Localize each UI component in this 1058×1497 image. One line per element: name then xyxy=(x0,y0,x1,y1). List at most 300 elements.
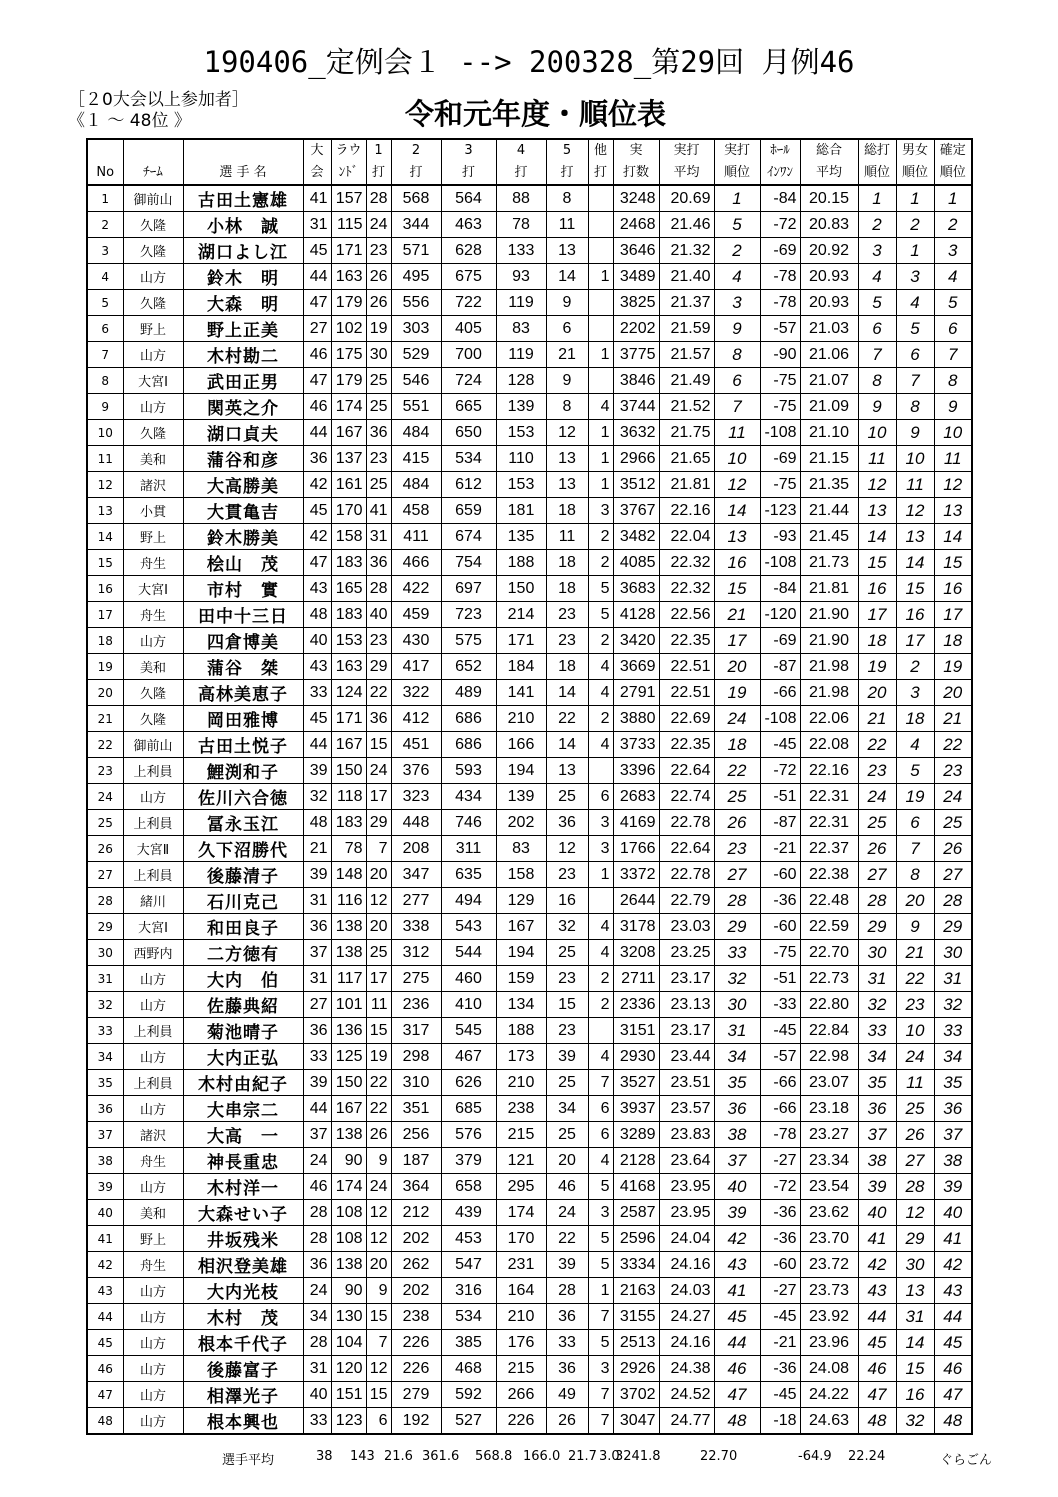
cell-strokes-rank: 22 xyxy=(714,758,760,784)
cell-hit-other: 6 xyxy=(588,1122,613,1148)
table-row xyxy=(87,810,972,836)
cell-hit-other: 4 xyxy=(588,732,613,758)
cell-final-rank: 30 xyxy=(934,940,972,966)
cell-avg-strokes: 23.17 xyxy=(659,1018,714,1044)
cell-gender-rank: 30 xyxy=(896,1252,934,1278)
cell-overall-avg: 20.92 xyxy=(800,238,858,264)
cell-total-rank: 22 xyxy=(858,732,896,758)
cell-avg-strokes: 23.25 xyxy=(659,940,714,966)
header-hit-4: 4 xyxy=(496,139,546,162)
cell-avg-strokes: 24.16 xyxy=(659,1252,714,1278)
cell-total-rank: 33 xyxy=(858,1018,896,1044)
cell-final-rank: 11 xyxy=(934,446,972,472)
cell-hit-other: 7 xyxy=(588,1070,613,1096)
cell-hit-4: 164 xyxy=(496,1278,546,1304)
cell-strokes-rank: 32 xyxy=(714,966,760,992)
cell-overall-avg: 21.81 xyxy=(800,576,858,602)
cell-hit-3: 652 xyxy=(441,654,496,680)
cell-hole-in-one: -45 xyxy=(760,1304,800,1330)
cell-player-name: 二方徳有 xyxy=(183,940,303,966)
cell-strokes-rank: 2 xyxy=(714,238,760,264)
cell-gender-rank: 18 xyxy=(896,706,934,732)
cell-avg-strokes: 20.69 xyxy=(659,185,714,212)
cell-gender-rank: 19 xyxy=(896,784,934,810)
cell-hole-in-one: -120 xyxy=(760,602,800,628)
cell-hit-other: 1 xyxy=(588,472,613,498)
cell-hit-5: 13 xyxy=(546,472,588,498)
cell-player-name: 大内光枝 xyxy=(183,1278,303,1304)
cell-team: 山方 xyxy=(123,966,183,992)
cell-hole-in-one: -45 xyxy=(760,732,800,758)
cell-rounds: 171 xyxy=(331,706,366,732)
table-row xyxy=(87,732,972,758)
cell-total-rank: 45 xyxy=(858,1330,896,1356)
cell-hit-3: 489 xyxy=(441,680,496,706)
table-row xyxy=(87,836,972,862)
cell-final-rank: 12 xyxy=(934,472,972,498)
cell-team: 山方 xyxy=(123,1174,183,1200)
cell-strokes-rank: 38 xyxy=(714,1122,760,1148)
cell-hit-2: 415 xyxy=(391,446,441,472)
cell-total-rank: 32 xyxy=(858,992,896,1018)
cell-total-rank: 43 xyxy=(858,1278,896,1304)
cell-tournaments: 44 xyxy=(303,264,331,290)
cell-avg-strokes: 24.03 xyxy=(659,1278,714,1304)
header-hole-in-one: ﾎｰﾙ xyxy=(760,139,800,162)
cell-overall-avg: 23.92 xyxy=(800,1304,858,1330)
cell-hit-other: 5 xyxy=(588,1226,613,1252)
cell-hit-4: 121 xyxy=(496,1148,546,1174)
cell-overall-avg: 22.59 xyxy=(800,914,858,940)
cell-hit-5: 18 xyxy=(546,654,588,680)
cell-hit-2: 458 xyxy=(391,498,441,524)
cell-player-name: 後藤富子 xyxy=(183,1356,303,1382)
cell-hit-1: 36 xyxy=(366,706,391,732)
cell-hit-other: 3 xyxy=(588,1200,613,1226)
cell-hit-4: 202 xyxy=(496,810,546,836)
cell-avg-strokes: 22.51 xyxy=(659,680,714,706)
cell-hit-1: 12 xyxy=(366,888,391,914)
cell-tournaments: 48 xyxy=(303,810,331,836)
cell-no: 21 xyxy=(87,706,123,732)
cell-gender-rank: 14 xyxy=(896,1330,934,1356)
cell-avg-strokes: 24.77 xyxy=(659,1408,714,1435)
cell-hit-2: 192 xyxy=(391,1408,441,1435)
cell-hit-4: 194 xyxy=(496,940,546,966)
cell-no: 46 xyxy=(87,1356,123,1382)
cell-gender-rank: 28 xyxy=(896,1174,934,1200)
cell-hit-5: 24 xyxy=(546,1200,588,1226)
cell-rounds: 151 xyxy=(331,1382,366,1408)
cell-team: 山方 xyxy=(123,1356,183,1382)
cell-hit-5: 25 xyxy=(546,784,588,810)
cell-player-name: 湖口よし江 xyxy=(183,238,303,264)
cell-hit-1: 20 xyxy=(366,1252,391,1278)
cell-hole-in-one: -78 xyxy=(760,1122,800,1148)
cell-hit-5: 11 xyxy=(546,212,588,238)
cell-tournaments: 31 xyxy=(303,966,331,992)
table-row xyxy=(87,680,972,706)
criteria-line-2: 《１ ～ 48位 》 xyxy=(68,111,191,131)
cell-hole-in-one: -75 xyxy=(760,394,800,420)
cell-hit-5: 9 xyxy=(546,290,588,316)
cell-team: 上利員 xyxy=(123,758,183,784)
cell-hit-other xyxy=(588,238,613,264)
cell-total-rank: 25 xyxy=(858,810,896,836)
cell-strokes-rank: 23 xyxy=(714,836,760,862)
cell-final-rank: 42 xyxy=(934,1252,972,1278)
cell-hole-in-one: -75 xyxy=(760,368,800,394)
cell-avg-strokes: 22.69 xyxy=(659,706,714,732)
cell-hole-in-one: -87 xyxy=(760,810,800,836)
table-row xyxy=(87,992,972,1018)
cell-hit-4: 139 xyxy=(496,394,546,420)
cell-strokes-rank: 12 xyxy=(714,472,760,498)
cell-hit-2: 459 xyxy=(391,602,441,628)
cell-hit-4: 194 xyxy=(496,758,546,784)
cell-no: 28 xyxy=(87,888,123,914)
cell-strokes-rank: 26 xyxy=(714,810,760,836)
cell-hole-in-one: -69 xyxy=(760,238,800,264)
cell-avg-strokes: 22.64 xyxy=(659,758,714,784)
cell-no: 48 xyxy=(87,1408,123,1435)
cell-gender-rank: 6 xyxy=(896,810,934,836)
cell-hit-3: 686 xyxy=(441,732,496,758)
cell-hit-3: 674 xyxy=(441,524,496,550)
cell-rounds: 167 xyxy=(331,420,366,446)
header-avg-strokes: 平均 xyxy=(659,162,714,185)
cell-hit-other: 1 xyxy=(588,264,613,290)
cell-gender-rank: 4 xyxy=(896,732,934,758)
cell-player-name: 高林美恵子 xyxy=(183,680,303,706)
cell-total-rank: 41 xyxy=(858,1226,896,1252)
cell-strokes-rank: 39 xyxy=(714,1200,760,1226)
cell-rounds: 123 xyxy=(331,1408,366,1435)
cell-tournaments: 33 xyxy=(303,680,331,706)
cell-hole-in-one: -66 xyxy=(760,680,800,706)
cell-no: 45 xyxy=(87,1330,123,1356)
cell-no: 39 xyxy=(87,1174,123,1200)
table-row xyxy=(87,290,972,316)
cell-hit-2: 376 xyxy=(391,758,441,784)
cell-hit-2: 411 xyxy=(391,524,441,550)
cell-tournaments: 34 xyxy=(303,1304,331,1330)
cell-overall-avg: 21.98 xyxy=(800,654,858,680)
cell-hit-other: 6 xyxy=(588,1096,613,1122)
cell-hole-in-one: -27 xyxy=(760,1148,800,1174)
cell-gender-rank: 5 xyxy=(896,316,934,342)
cell-gender-rank: 3 xyxy=(896,680,934,706)
cell-overall-avg: 22.70 xyxy=(800,940,858,966)
cell-total-strokes: 3420 xyxy=(613,628,659,654)
cell-overall-avg: 23.62 xyxy=(800,1200,858,1226)
cell-rounds: 167 xyxy=(331,732,366,758)
table-row xyxy=(87,1148,972,1174)
header-strokes-rank: 実打 xyxy=(714,139,760,162)
cell-hole-in-one: -57 xyxy=(760,1044,800,1070)
cell-avg-strokes: 22.16 xyxy=(659,498,714,524)
cell-no: 32 xyxy=(87,992,123,1018)
cell-gender-rank: 10 xyxy=(896,1018,934,1044)
cell-overall-avg: 24.08 xyxy=(800,1356,858,1382)
cell-hit-1: 25 xyxy=(366,940,391,966)
cell-player-name: 大内 伯 xyxy=(183,966,303,992)
cell-player-name: 佐川六合徳 xyxy=(183,784,303,810)
cell-hit-other: 1 xyxy=(588,446,613,472)
cell-player-name: 古田土悦子 xyxy=(183,732,303,758)
cell-strokes-rank: 4 xyxy=(714,264,760,290)
cell-final-rank: 23 xyxy=(934,758,972,784)
cell-hit-5: 33 xyxy=(546,1330,588,1356)
cell-player-name: 菊池晴子 xyxy=(183,1018,303,1044)
cell-total-strokes: 3151 xyxy=(613,1018,659,1044)
cell-no: 41 xyxy=(87,1226,123,1252)
cell-hole-in-one: -36 xyxy=(760,888,800,914)
table-row xyxy=(87,1070,972,1096)
cell-hit-other: 4 xyxy=(588,654,613,680)
cell-final-rank: 14 xyxy=(934,524,972,550)
cell-hit-3: 311 xyxy=(441,836,496,862)
cell-gender-rank: 31 xyxy=(896,1304,934,1330)
cell-final-rank: 4 xyxy=(934,264,972,290)
cell-hit-other: 2 xyxy=(588,524,613,550)
header-final-rank: 順位 xyxy=(934,162,972,185)
cell-hit-other: 6 xyxy=(588,784,613,810)
cell-total-strokes: 2587 xyxy=(613,1200,659,1226)
header-row xyxy=(87,162,972,185)
cell-total-strokes: 3937 xyxy=(613,1096,659,1122)
cell-hit-3: 723 xyxy=(441,602,496,628)
cell-no: 37 xyxy=(87,1122,123,1148)
cell-hit-2: 422 xyxy=(391,576,441,602)
cell-hit-3: 754 xyxy=(441,550,496,576)
cell-hit-4: 210 xyxy=(496,1070,546,1096)
cell-hit-1: 9 xyxy=(366,1278,391,1304)
header-strokes-rank: 順位 xyxy=(714,162,760,185)
cell-strokes-rank: 16 xyxy=(714,550,760,576)
cell-hit-1: 24 xyxy=(366,758,391,784)
cell-rounds: 116 xyxy=(331,888,366,914)
cell-hit-other: 2 xyxy=(588,628,613,654)
cell-team: 西野内 xyxy=(123,940,183,966)
cell-hit-2: 412 xyxy=(391,706,441,732)
cell-no: 12 xyxy=(87,472,123,498)
cell-total-rank: 2 xyxy=(858,212,896,238)
cell-hit-2: 344 xyxy=(391,212,441,238)
cell-hit-4: 153 xyxy=(496,420,546,446)
cell-no: 1 xyxy=(87,185,123,212)
cell-no: 29 xyxy=(87,914,123,940)
cell-hole-in-one: -27 xyxy=(760,1278,800,1304)
cell-gender-rank: 22 xyxy=(896,966,934,992)
table-row xyxy=(87,862,972,888)
cell-tournaments: 46 xyxy=(303,394,331,420)
cell-player-name: 木村由紀子 xyxy=(183,1070,303,1096)
table-row xyxy=(87,1408,972,1435)
cell-no: 23 xyxy=(87,758,123,784)
cell-no: 18 xyxy=(87,628,123,654)
cell-hit-5: 15 xyxy=(546,992,588,1018)
cell-tournaments: 42 xyxy=(303,524,331,550)
cell-hit-other: 4 xyxy=(588,1148,613,1174)
cell-avg-strokes: 21.37 xyxy=(659,290,714,316)
cell-rounds: 157 xyxy=(331,185,366,212)
cell-total-rank: 20 xyxy=(858,680,896,706)
cell-team: 諸沢 xyxy=(123,472,183,498)
cell-hole-in-one: -66 xyxy=(760,1096,800,1122)
cell-total-rank: 34 xyxy=(858,1044,896,1070)
cell-no: 11 xyxy=(87,446,123,472)
cell-avg-strokes: 22.32 xyxy=(659,550,714,576)
cell-hit-3: 628 xyxy=(441,238,496,264)
cell-hit-other xyxy=(588,290,613,316)
table-row xyxy=(87,1200,972,1226)
cell-hit-other: 3 xyxy=(588,498,613,524)
cell-overall-avg: 23.96 xyxy=(800,1330,858,1356)
cell-hit-4: 226 xyxy=(496,1408,546,1435)
cell-hit-5: 36 xyxy=(546,1356,588,1382)
cell-hit-4: 83 xyxy=(496,836,546,862)
table-row xyxy=(87,264,972,290)
cell-final-rank: 33 xyxy=(934,1018,972,1044)
cell-total-strokes: 3767 xyxy=(613,498,659,524)
cell-no: 22 xyxy=(87,732,123,758)
cell-final-rank: 5 xyxy=(934,290,972,316)
cell-team: 山方 xyxy=(123,1044,183,1070)
cell-rounds: 138 xyxy=(331,940,366,966)
cell-rounds: 120 xyxy=(331,1356,366,1382)
cell-rounds: 138 xyxy=(331,1252,366,1278)
cell-hit-5: 18 xyxy=(546,498,588,524)
cell-hit-2: 529 xyxy=(391,342,441,368)
cell-hit-1: 29 xyxy=(366,654,391,680)
cell-team: 上利員 xyxy=(123,862,183,888)
cell-rounds: 150 xyxy=(331,1070,366,1096)
cell-rounds: 136 xyxy=(331,1018,366,1044)
cell-hole-in-one: -93 xyxy=(760,524,800,550)
cell-hit-2: 256 xyxy=(391,1122,441,1148)
cell-tournaments: 39 xyxy=(303,758,331,784)
cell-strokes-rank: 46 xyxy=(714,1356,760,1382)
cell-total-strokes: 3632 xyxy=(613,420,659,446)
table-row xyxy=(87,1018,972,1044)
cell-hit-3: 547 xyxy=(441,1252,496,1278)
cell-team: 上利員 xyxy=(123,810,183,836)
cell-hit-4: 159 xyxy=(496,966,546,992)
cell-hit-4: 210 xyxy=(496,1304,546,1330)
cell-hole-in-one: -72 xyxy=(760,212,800,238)
cell-player-name: 佐藤典紹 xyxy=(183,992,303,1018)
cell-total-strokes: 3733 xyxy=(613,732,659,758)
cell-strokes-rank: 14 xyxy=(714,498,760,524)
cell-no: 6 xyxy=(87,316,123,342)
cell-hit-5: 12 xyxy=(546,420,588,446)
cell-hit-5: 14 xyxy=(546,680,588,706)
cell-avg-strokes: 22.32 xyxy=(659,576,714,602)
cell-hit-1: 19 xyxy=(366,1044,391,1070)
cell-gender-rank: 2 xyxy=(896,212,934,238)
cell-final-rank: 45 xyxy=(934,1330,972,1356)
header-hit-5: 5 xyxy=(546,139,588,162)
cell-overall-avg: 20.93 xyxy=(800,264,858,290)
cell-team: 山方 xyxy=(123,264,183,290)
cell-final-rank: 31 xyxy=(934,966,972,992)
cell-hit-2: 238 xyxy=(391,1304,441,1330)
cell-rounds: 179 xyxy=(331,368,366,394)
cell-team: 久隆 xyxy=(123,420,183,446)
cell-hit-4: 166 xyxy=(496,732,546,758)
cell-hole-in-one: -78 xyxy=(760,264,800,290)
cell-total-strokes: 3880 xyxy=(613,706,659,732)
cell-hit-5: 23 xyxy=(546,628,588,654)
cell-hit-3: 453 xyxy=(441,1226,496,1252)
cell-hit-1: 22 xyxy=(366,1070,391,1096)
cell-rounds: 163 xyxy=(331,264,366,290)
cell-team: 上利員 xyxy=(123,1070,183,1096)
cell-total-rank: 6 xyxy=(858,316,896,342)
cell-hit-5: 36 xyxy=(546,1304,588,1330)
cell-hit-2: 546 xyxy=(391,368,441,394)
cell-avg-strokes: 21.49 xyxy=(659,368,714,394)
cell-rounds: 158 xyxy=(331,524,366,550)
cell-rounds: 161 xyxy=(331,472,366,498)
cell-rounds: 90 xyxy=(331,1148,366,1174)
cell-hit-5: 25 xyxy=(546,1122,588,1148)
cell-hit-1: 12 xyxy=(366,1200,391,1226)
cell-hit-other: 3 xyxy=(588,836,613,862)
cell-rounds: 78 xyxy=(331,836,366,862)
cell-hole-in-one: -72 xyxy=(760,1174,800,1200)
cell-total-strokes: 3512 xyxy=(613,472,659,498)
cell-total-strokes: 2163 xyxy=(613,1278,659,1304)
cell-tournaments: 46 xyxy=(303,342,331,368)
cell-gender-rank: 27 xyxy=(896,1148,934,1174)
cell-total-strokes: 3372 xyxy=(613,862,659,888)
cell-total-rank: 16 xyxy=(858,576,896,602)
header-hit-other: 打 xyxy=(588,162,613,185)
cell-tournaments: 40 xyxy=(303,628,331,654)
cell-hit-1: 12 xyxy=(366,1226,391,1252)
cell-hole-in-one: -123 xyxy=(760,498,800,524)
header-team: ﾁｰﾑ xyxy=(123,162,183,185)
cell-team: 山方 xyxy=(123,394,183,420)
cell-overall-avg: 22.08 xyxy=(800,732,858,758)
cell-total-strokes: 3178 xyxy=(613,914,659,940)
cell-strokes-rank: 13 xyxy=(714,524,760,550)
header-hit-2: 打 xyxy=(391,162,441,185)
cell-hit-1: 6 xyxy=(366,1408,391,1435)
cell-rounds: 150 xyxy=(331,758,366,784)
cell-hit-other: 7 xyxy=(588,1408,613,1435)
cell-hit-4: 176 xyxy=(496,1330,546,1356)
cell-hit-other: 2 xyxy=(588,992,613,1018)
cell-hit-3: 379 xyxy=(441,1148,496,1174)
cell-no: 13 xyxy=(87,498,123,524)
cell-no: 5 xyxy=(87,290,123,316)
cell-hit-2: 202 xyxy=(391,1278,441,1304)
table-row xyxy=(87,1252,972,1278)
header-total-rank: 総打 xyxy=(858,139,896,162)
cell-player-name: 相澤光子 xyxy=(183,1382,303,1408)
cell-tournaments: 48 xyxy=(303,602,331,628)
cell-hit-other: 1 xyxy=(588,862,613,888)
cell-player-name: 井坂残米 xyxy=(183,1226,303,1252)
cell-hit-5: 26 xyxy=(546,1408,588,1435)
cell-hit-other xyxy=(588,1018,613,1044)
cell-gender-rank: 15 xyxy=(896,576,934,602)
cell-hit-1: 28 xyxy=(366,185,391,212)
cell-hit-3: 564 xyxy=(441,185,496,212)
